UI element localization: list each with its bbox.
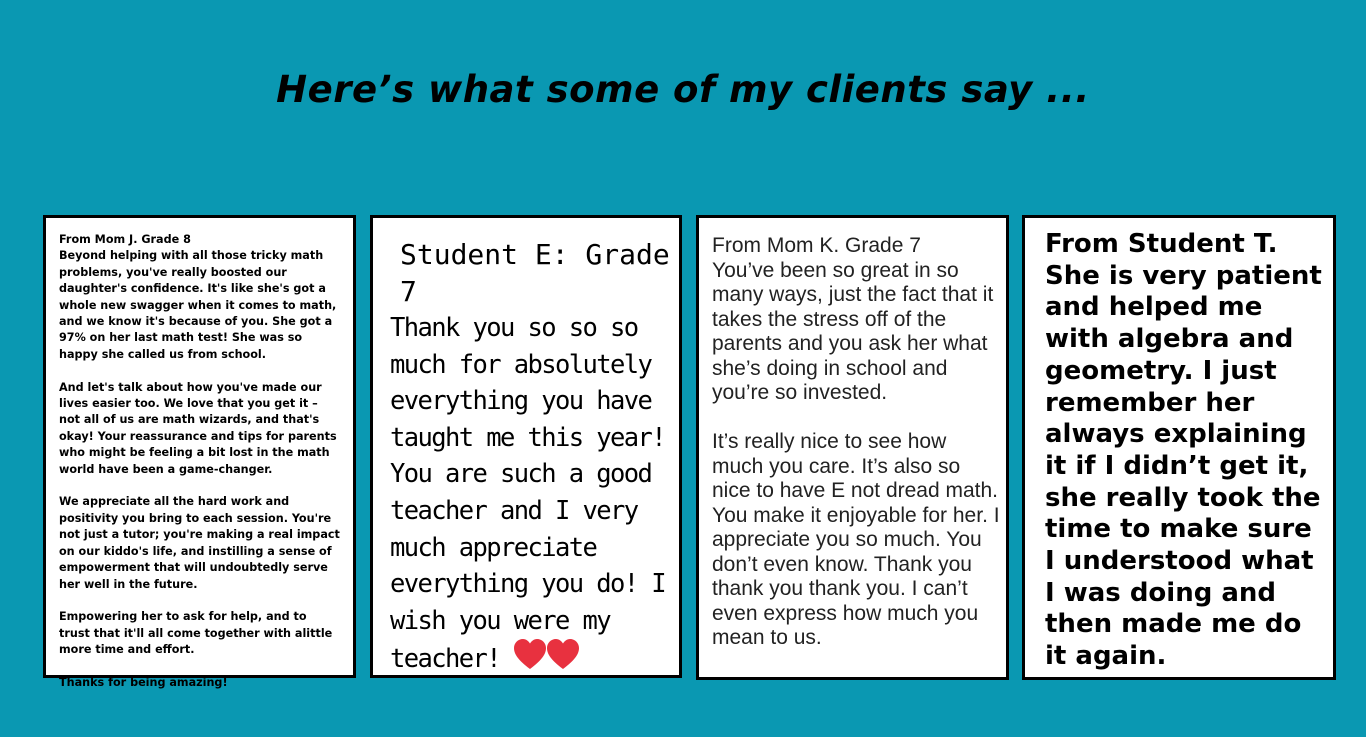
testimonial-paragraph: You’ve been so great in so many ways, just the fact that it takes the stress off of the parents and you ask her what she’s doing in school and you’re so invested. [712, 258, 994, 404]
testimonial-paragraph: We appreciate all the hard work and positivity you bring to each session. You're not just a tutor; you're making a real impact on our kiddo's life, and instilling a sense of empowerment that will undoubtedly serve her well in the future. [59, 495, 340, 591]
testimonial-card-mom-j [43, 215, 356, 689]
testimonial-card-student-t [1022, 215, 1336, 680]
page-title: Here’s what some of my clients say ... [276, 68, 1090, 111]
testimonial-author: From Mom J. Grade 8 [59, 233, 191, 246]
testimonial-paragraph: It’s really nice to see how much you care. It’s also so nice to have E not dread math. You make it enjoyable for her. I appreciate you so much. You don’t even know. Thank you thank you thank you. I can’t even express how much you mean to us. [712, 430, 1000, 649]
testimonial-author: From Student T. [1045, 229, 1278, 259]
testimonial-author: From Mom K. Grade 7 [712, 234, 921, 257]
testimonial-card-student-e [370, 215, 682, 678]
testimonial-card-mom-k [696, 215, 1009, 680]
testimonial-paragraph: And let's talk about how you've made our lives easier too. We love that you get it – not all of us are math wizards, and that's okay! Your reassurance and tips for parents who might be feeling a bit lost in the math world have been a game-changer. [59, 380, 337, 476]
testimonial-paragraph: Thanks for being amazing! [59, 675, 228, 689]
testimonial-text-wrap [390, 310, 673, 682]
hearts-icon [514, 639, 580, 682]
testimonial-paragraph: Empowering her to ask for help, and to trust that it'll all come together with alittle more time and effort. [59, 610, 333, 657]
testimonial-paragraph: Beyond helping with all those tricky math problems, you've really boosted our daughter's confidence. It's like she's got a whole new swagger when it comes to math, and we know it's because of you. She got a 97% on her last math test! She was so happy she called us from school. [59, 249, 337, 361]
testimonial-text: She is very patient and helped me with algebra and geometry. I just remember her always explaining it if I didn’t get it, she really took the time to make sure I understood what I was doing and then made me do it again. [1045, 260, 1322, 672]
testimonial-text: Thank you so so so much for absolutely everything you have taught me this year! You are such a good teacher and I very much appreciate everything you do! I wish you were my teacher! [390, 313, 666, 675]
testimonial-author: Student E: Grade 7 [400, 238, 670, 308]
